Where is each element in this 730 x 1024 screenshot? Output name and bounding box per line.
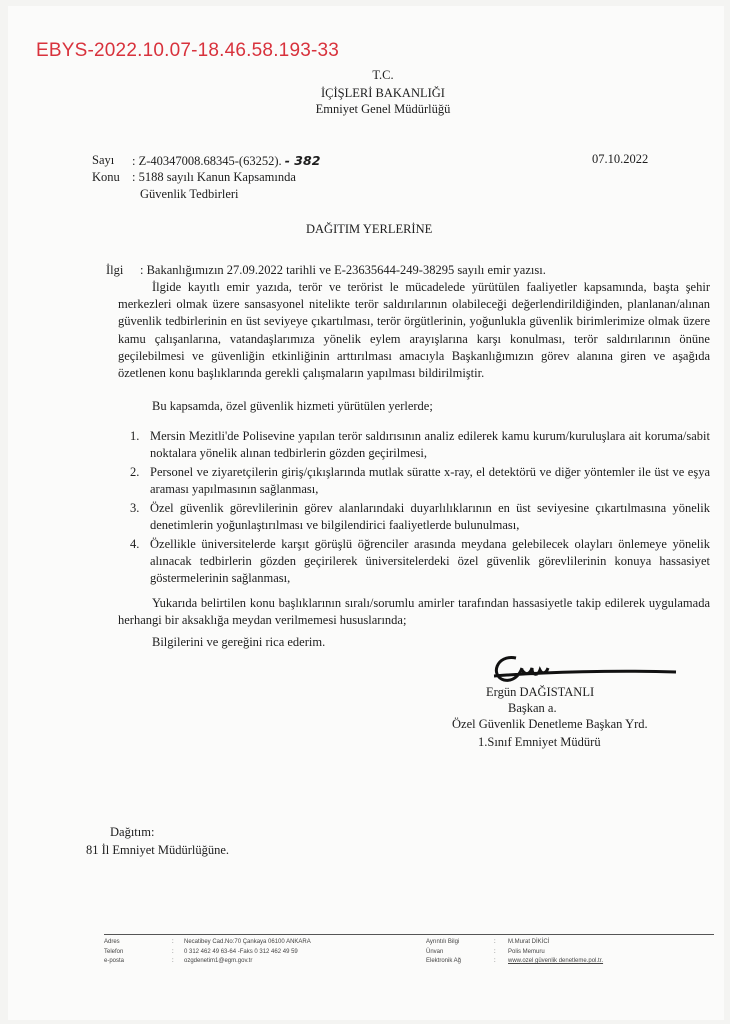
paragraph-4: Bilgilerini ve gereğini rica ederim. xyxy=(152,635,326,649)
footer-value: M.Murat DİKİCİ xyxy=(508,939,550,945)
item-number: 4. xyxy=(130,537,140,551)
footer-label: e-posta xyxy=(104,958,125,964)
footer-label: Telefon xyxy=(104,948,124,955)
sayi-label: Sayı xyxy=(92,153,115,167)
footer-label: Ünvan xyxy=(426,948,444,955)
paragraph-2: Bu kapsamda, özel güvenlik hizmeti yürütülen yerlerde; xyxy=(152,399,433,413)
footer-value: ozgdenetim1@egm.gov.tr xyxy=(184,958,253,964)
konu-value: : 5188 sayılı Kanun Kapsamında xyxy=(132,170,296,184)
sayi-value xyxy=(132,152,320,170)
paragraph-3: Yukarıda belirtilen konu başlıklarının sıralı/sorumlu amirler tarafından hassasiyetle takip edilerek uygulamada herhangi bir aksaklığa meydan verilmemesi hususlarında; xyxy=(118,596,710,628)
item-number: 2. xyxy=(130,465,140,479)
footer-value: 0 312 462 49 63-64 -Faks 0 312 462 49 59 xyxy=(184,948,298,955)
footer-label: Elektronik Ağ xyxy=(426,958,462,964)
item-number: 3. xyxy=(130,501,140,515)
paragraph-1: İlgide kayıtlı emir yazıda, terör ve terörist le mücadelede yürütülen faaliyetler kapsamında, başta şehir merkezleri olmak üzere sansasyonel nitelikte terör saldırılarının olabileceği değerlendirildiğinden, planlanan/alınan güvenlik tedbirlerinin en üst seviyeye çıkartılması, terör örgütlerinin, yoğunlukla güvenlik birimlerimize olmak üzere kamu çalışanlarına, vatandaşlarımıza yönelik eylem arayışlarına karşı konulması, terör saldırılarının önüne geçilebilmesi ve güvenliğin etkinliğinin arttırılması amacıyla Başkanlığımızın görev alanına giren ve aşağıda özetlenen konu başlıklarında gerekli çalışmaların yapılması bildirilmiştir. xyxy=(118,280,710,381)
footer-label: Adres xyxy=(104,939,120,945)
header-ministry: İÇİŞLERİ BAKANLIĞI xyxy=(321,86,445,100)
footer-value: Necatibey Cad.No:70 Çankaya 06100 ANKARA xyxy=(184,939,311,945)
document-date: 07.10.2022 xyxy=(592,152,649,166)
item-text: Özellikle üniversitelerde karşıt görüşlü öğrenciler arasında meydana gelebilecek olayları önlemeye yönelik alınacak tedbirlerin gözden geçirilerek üniversitelerdeki özel güvenlik görevlilerinin konuya hassasiyet göstermelerinin sağlanması, xyxy=(150,537,710,585)
konu-label: Konu xyxy=(92,170,120,184)
list-item xyxy=(118,536,710,587)
item-text: Özel güvenlik görevlilerinin görev alanlarındaki duyarlılıklarının en üst seviyesine çıkartılmasına yönelik denetimlerin yoğunlaştırılması ve bilgilendirici faaliyetlerde bulunulması, xyxy=(150,501,710,532)
addressee: DAĞITIM YERLERİNE xyxy=(306,222,433,236)
footer-website-link[interactable]: www.ozel güvenlik denetleme.pol.tr. xyxy=(508,958,604,964)
list-item xyxy=(118,428,710,462)
header-tc: T.C. xyxy=(372,68,394,82)
document-page xyxy=(8,6,724,1020)
footer-contact: Adres : Necatibey Cad.No:70 Çankaya 06100 ANKARA Telefon : 0 312 462 49 63-64 -Faks 0 312 462 49 59 e-posta : ozgdenetim1@egm.gov.tr Ayrıntılı Bilgi : M.Murat DİKİCİ Ünvan : Polis Memuru Elektronik Ağ : www.ozel güvenlik denetleme.pol.tr. xyxy=(104,934,714,967)
list-item xyxy=(118,500,710,534)
ilgi-label: İlgi xyxy=(106,263,124,277)
item-text: Mersin Mezitli'de Polisevine yapılan terör saldırısının analiz edilerek kamu kurum/kuruluşlara ait koruma/sabit noktalara yönelik alınan tedbirlerin gözden geçirilmesi, xyxy=(150,429,710,460)
ebys-stamp: EBYS-2022.10.07-18.46.58.193-33 xyxy=(36,40,340,61)
signer-title-2: Özel Güvenlik Denetleme Başkan Yrd. xyxy=(452,717,648,731)
list-item xyxy=(118,464,710,498)
footer-label: Ayrıntılı Bilgi xyxy=(426,939,460,945)
sayi-number: : Z-40347008.68345-(63252). xyxy=(132,154,282,168)
item-number: 1. xyxy=(130,429,140,443)
ilgi-value: : Bakanlığımızın 27.09.2022 tarihli ve E-23635644-249-38295 sayılı emir yazısı. xyxy=(140,263,546,277)
signer-title-1: Başkan a. xyxy=(508,701,557,715)
header-directorate: Emniyet Genel Müdürlüğü xyxy=(315,102,451,116)
item-text: Personel ve ziyaretçilerin giriş/çıkışlarında mutlak süratte x-ray, el detektörü ve diğer yöntemler ile üst ve eşya araması yapılmasının sağlanması, xyxy=(150,465,710,496)
footer-value: Polis Memuru xyxy=(508,948,545,955)
konu-value-2: Güvenlik Tedbirleri xyxy=(140,187,239,201)
sayi-handwritten: - 382 xyxy=(284,153,321,168)
signer-name: Ergün DAĞISTANLI xyxy=(486,685,595,699)
distribution-value: 81 İl Emniyet Müdürlüğüne. xyxy=(86,843,230,857)
signer-title-3: 1.Sınıf Emniyet Müdürü xyxy=(478,735,601,749)
distribution-label: Dağıtım: xyxy=(110,825,155,839)
